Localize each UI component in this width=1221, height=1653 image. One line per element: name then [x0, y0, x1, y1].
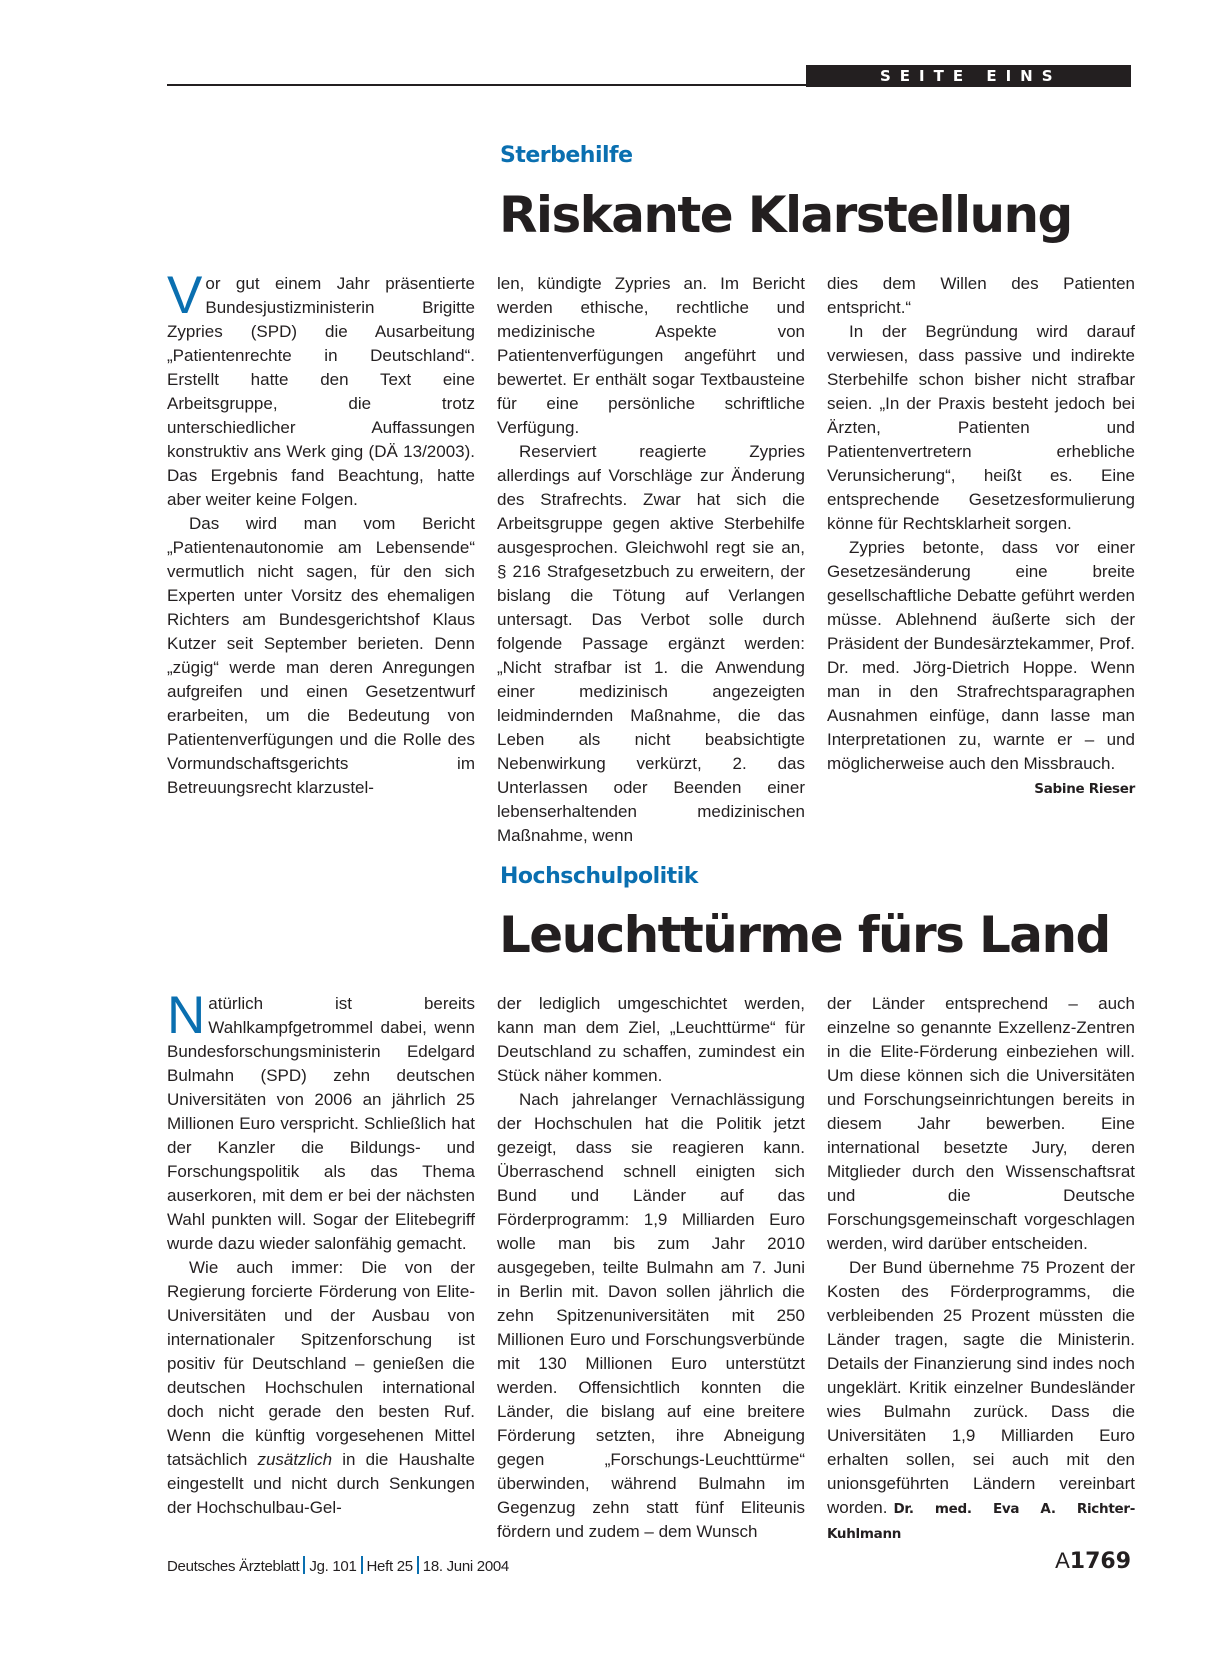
issue-date: 18. Juni 2004 — [422, 1558, 509, 1575]
article1-paragraph: Das wird man vom Bericht „Patientenautonomie am Lebensende“ vermutlich nicht sagen, für den sich Experten unter Vorsitz des ehemaligen Richters am Bundesgerichtshof Klaus Kutzer seit September berieten. Denn „zügig“ werde man deren Anregungen aufgreifen und einen Gesetzentwurf erarbeiten, um die Bedeutung von Patientenverfügungen und die Rolle des Vormundschaftsgerichts im Betreuungsrecht klarzustel- — [167, 514, 475, 797]
article2-column-2 — [497, 992, 805, 1544]
footer-separator — [417, 1556, 419, 1574]
drop-cap: N — [167, 986, 206, 1045]
article2-author: Dr. med. Eva A. Richter-Kuhlmann — [827, 1501, 1135, 1542]
article2-paragraph: Nach jahrelanger Vernachlässigung der Hochschulen hat die Politik jetzt gezeigt, dass sie reagieren kann. Überraschend schnell einigten sich Bund und Länder auf das Förderprogramm: 1,9 Milliarden Euro wolle man bis zum Jahr 2010 ausgegeben, teilte Bulmahn am 7. Juni in Berlin mit. Davon sollen jährlich die zehn Spitzenuniversitäten mit 250 Millionen Euro und Forschungsverbünde mit 130 Millionen Euro unterstützt werden. Offensichtlich konnten die Länder, die bislang auf eine breitere Förderung setzten, ihre Abneigung gegen „Forschungs-Leuchttürme“ überwinden, während Bulmahn im Gegenzug zehn statt fünf Eliteunis fördern und zudem – dem Wunsch — [497, 1090, 805, 1541]
article1-author: Sabine Rieser — [1034, 781, 1135, 797]
article2-kicker: Hochschulpolitik — [500, 864, 698, 889]
article1-column-2 — [497, 272, 805, 848]
article1-paragraph: In der Begründung wird darauf verwiesen, dass passive und indirekte Sterbehilfe schon bisher nicht strafbar seien. „In der Praxis besteht jedoch bei Ärzten, Patienten und Patientenvertretern erhebliche Verunsicherung“, heißt es. Eine entsprechende Gesetzesformulierung könne für Rechtsklarheit sorgen. — [827, 322, 1135, 533]
article2-paragraph: Natürlich ist bereits Wahlkampfgetrommel dabei, wenn Bundesforschungsministerin Edelgard Bulmahn (SPD) zehn deutschen Universitäten von 2006 an jährlich 25 Millionen Euro verspricht. Schließlich hat der Kanzler die Bildungs- und Forschungspolitik als das Thema auserkoren, mit dem er bei der nächsten Wahl punkten will. Sogar der Elitebegriff wurde dazu wieder salonfähig gemacht. — [167, 986, 475, 1253]
article2-paragraph: der Länder entsprechend – auch einzelne so genannte Exzellenz-Zentren in die Elite-Förderung einbeziehen will. Um diese können sich die Universitäten und Forschungseinrichtungen bereits in diesem Jahr bewerben. Eine international besetzte Jury, deren Mitglieder durch den Wissenschaftsrat und die Deutsche Forschungsgemeinschaft vorgeschlagen werden, wird darüber entscheiden. — [827, 994, 1135, 1253]
article2-paragraph: Wie auch immer: Die von der Regierung forcierte Förderung von Elite-Universitäten und der Ausbau von internationaler Spitzenforschung ist positiv für Deutschland – genießen die deutschen Hochschulen international doch nicht gerade den besten Ruf. Wenn die künftig vorgesehenen Mittel tatsächlich zusätzlich in die Haushalte eingestellt und nicht durch Senkungen der Hochschulbau-Gel- — [167, 1258, 475, 1517]
article2-paragraph: der lediglich umgeschichtet werden, kann man dem Ziel, „Leuchttürme“ für Deutschland zu schaffen, zumindest ein Stück näher kommen. — [497, 994, 805, 1085]
article2-column-1 — [167, 986, 475, 1520]
article1-paragraph: Reserviert reagierte Zypries allerdings auf Vorschläge zur Änderung des Strafrechts. Zwar hat sich die Arbeitsgruppe gegen aktive Sterbehilfe ausgesprochen. Gleichwohl regt sie an, § 216 Strafgesetzbuch zu erweitern, der bislang die Tötung auf Verlangen untersagt. Das Verbot solle durch folgende Passage ergänzt werden: „Nicht strafbar ist 1. die Anwendung einer medizinisch angezeigten leidmindernden Maßnahme, die das Leben als nicht beabsichtigte Nebenwirkung verkürzt, 2. das Unterlassen oder Beenden einer lebenserhaltenden medizinischen Maßnahme, wenn — [497, 442, 805, 845]
article2-column-3 — [827, 992, 1135, 1546]
article1-kicker: Sterbehilfe — [500, 143, 633, 168]
issue: Heft 25 — [366, 1558, 413, 1575]
page-number: A1769 — [1055, 1548, 1131, 1574]
article2-headline: Leuchttürme fürs Land — [499, 906, 1110, 964]
footer-separator — [361, 1556, 363, 1574]
journal-name: Deutsches Ärzteblatt — [167, 1558, 300, 1575]
article1-column-3 — [827, 272, 1135, 801]
article1-paragraph: Vor gut einem Jahr präsentierte Bundesjustizministerin Brigitte Zypries (SPD) die Ausarbeitung „Patientenrechte in Deutschland“. Erstellt hatte den Text eine Arbeitsgruppe, die trotz unterschiedlicher Auffassungen konstruktiv ans Werk ging (DÄ 13/2003). Das Ergebnis fand Beachtung, hatte aber weiter keine Folgen. — [167, 266, 475, 509]
section-label: SEITE EINS — [806, 65, 1131, 87]
article1-headline: Riskante Klarstellung — [499, 186, 1072, 244]
emphasis: zusätzlich — [257, 1450, 333, 1469]
footer-citation — [167, 1556, 509, 1575]
article1-paragraph: Zypries betonte, dass vor einer Gesetzesänderung eine breite gesellschaftliche Debatte geführt werden müsse. Ablehnend äußerte sich der Präsident der Bundesärztekammer, Prof. Dr. med. Jörg-Dietrich Hoppe. Wenn man in den Strafrechtsparagraphen Ausnahmen einfüge, dann lasse man Interpretationen zu, warnte er – und möglicherweise auch den Missbrauch. Sabine Rieser — [827, 536, 1135, 776]
drop-cap: V — [167, 266, 203, 325]
volume: Jg. 101 — [309, 1558, 357, 1575]
footer-separator — [303, 1556, 305, 1574]
article1-column-1 — [167, 266, 475, 800]
article1-paragraph: len, kündigte Zypries an. Im Bericht werden ethische, rechtliche und medizinische Aspekte von Patientenverfügungen angeführt und bewertet. Er enthält sogar Textbausteine für eine persönliche schriftliche Verfügung. — [497, 274, 805, 437]
article1-paragraph: dies dem Willen des Patienten entspricht.“ — [827, 274, 1135, 317]
article2-paragraph: Der Bund übernehme 75 Prozent der Kosten des Förderprogramms, die verbleibenden 25 Prozent müssten die Länder tragen, sagte die Ministerin. Details der Finanzierung sind indes noch ungeklärt. Kritik einzelner Bundesländer wies Bulmahn zurück. Dass die Universitäten 1,9 Milliarden Euro erhalten sollen, sei auch mit den unionsgeführten Ländern vereinbart worden. Dr. med. Eva A. Richter-Kuhlmann — [827, 1258, 1135, 1542]
